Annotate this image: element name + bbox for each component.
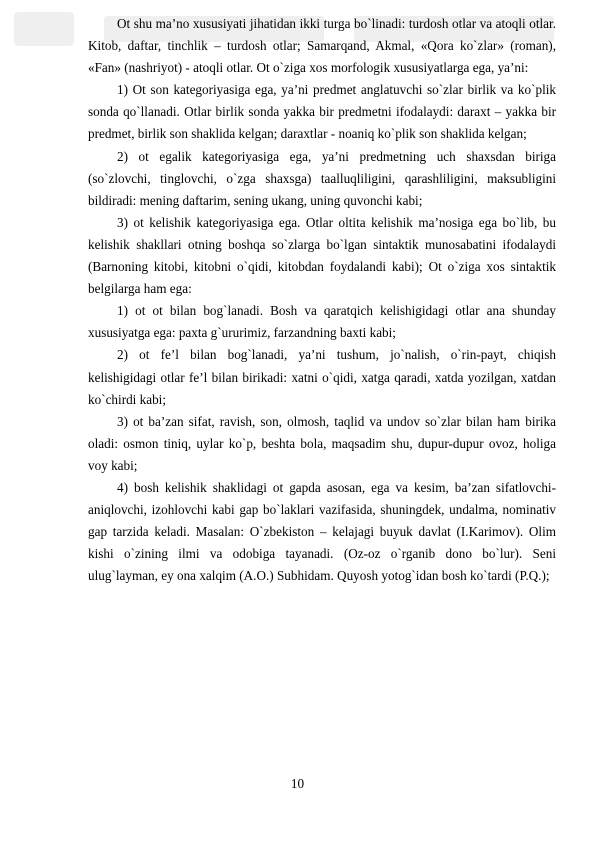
- paragraph-ot-turlari: Ot shu ma’no xususiyati jihatidan ikki turga bo`linadi: turdosh otlar va atoqli otlar. Kitob, daftar, tinchlik – turdosh otlar; Samarqand, Akmal, «Qora ko`zlar» (roman), «Fan» (nashriyot) - atoqli otlar. Ot o`ziga xos morfologik xususiyatlarga ega, ya’ni:: [88, 16, 556, 76]
- paragraph-boshqa-sozlar-bilan: 3) ot ba’zan sifat, ravish, son, olmosh, taqlid va undov so`zlar bilan ham birika oladi: osmon tiniq, uylar ko`p, beshta bola, maqsadim shu, dupur-dupur ovoz, holiga voy kabi;: [88, 413, 556, 473]
- paragraph-egalik-kategoriyasi: 2) ot egalik kategoriyasiga ega, ya’ni predmetning uch shaxsdan biriga (so`zlovchi, tinglovchi, o`zga shaxsga) taalluqliligini, qarashliligini, maksubligini bildiradi: mening daftarim, sening ukang, uning quvonchi kabi;: [88, 148, 556, 208]
- paragraph-fel-bilan-boglanish: 2) ot fe’l bilan bog`lanadi, ya’ni tushum, jo`nalish, o`rin-payt, chiqish kelishigidagi otlar fe’l bilan birikadi: xatni o`qidi, xatga qaradi, xatda yozilgan, xatdan ko`chirdi kabi;: [88, 347, 556, 407]
- paragraph-son-kategoriyasi: 1) Ot son kategoriyasiga ega, ya’ni predmet anglatuvchi so`zlar birlik va ko`plik sonda qo`llanadi. Otlar birlik sonda yakka bir predmetni ifodalaydi: daraxt – yakka bir predmet, birlik son shaklida kelgan; daraxtlar - noaniq ko`plik son shaklida kelgan;: [88, 82, 556, 142]
- body-text: [88, 13, 556, 587]
- paragraph-bosh-kelishik: 4) bosh kelishik shaklidagi ot gapda asosan, ega va kesim, ba’zan sifatlovchi-aniqlovchi, izohlovchi kabi gap bo`laklari vazifasida, shuningdek, undalma, nominativ gap tarzida keladi. Masalan: O`zbekiston – kelajagi buyuk davlat (I.Karimov). Olim kishi o`zining ilmi va odobiga tayanadi. (Oz-oz o`rganib dono bo`lur). Seni ulug`layman, ey ona xalqim (A.O.) Subhidam. Quyosh yotog`idan bosh ko`tardi (P.Q.);: [88, 479, 556, 584]
- paragraph-kelishik-kategoriyasi: 3) ot kelishik kategoriyasiga ega. Otlar oltita kelishik ma’nosiga ega bo`lib, bu kelishik shakllari otning boshqa so`zlarga bo`lgan sintaktik munosabatini ifodalaydi (Barnoning kitobi, kitobni o`qidi, kitobdan foydalandi kabi); Ot o`ziga xos sintaktik belgilarga ham ega:: [88, 214, 556, 297]
- paragraph-ot-bilan-boglanish: 1) ot ot bilan bog`lanadi. Bosh va qaratqich kelishigidagi otlar ana shunday xususiyatga ega: paxta g`ururimiz, farzandning baxti kabi;: [88, 303, 556, 341]
- page-number: 10: [290, 776, 305, 791]
